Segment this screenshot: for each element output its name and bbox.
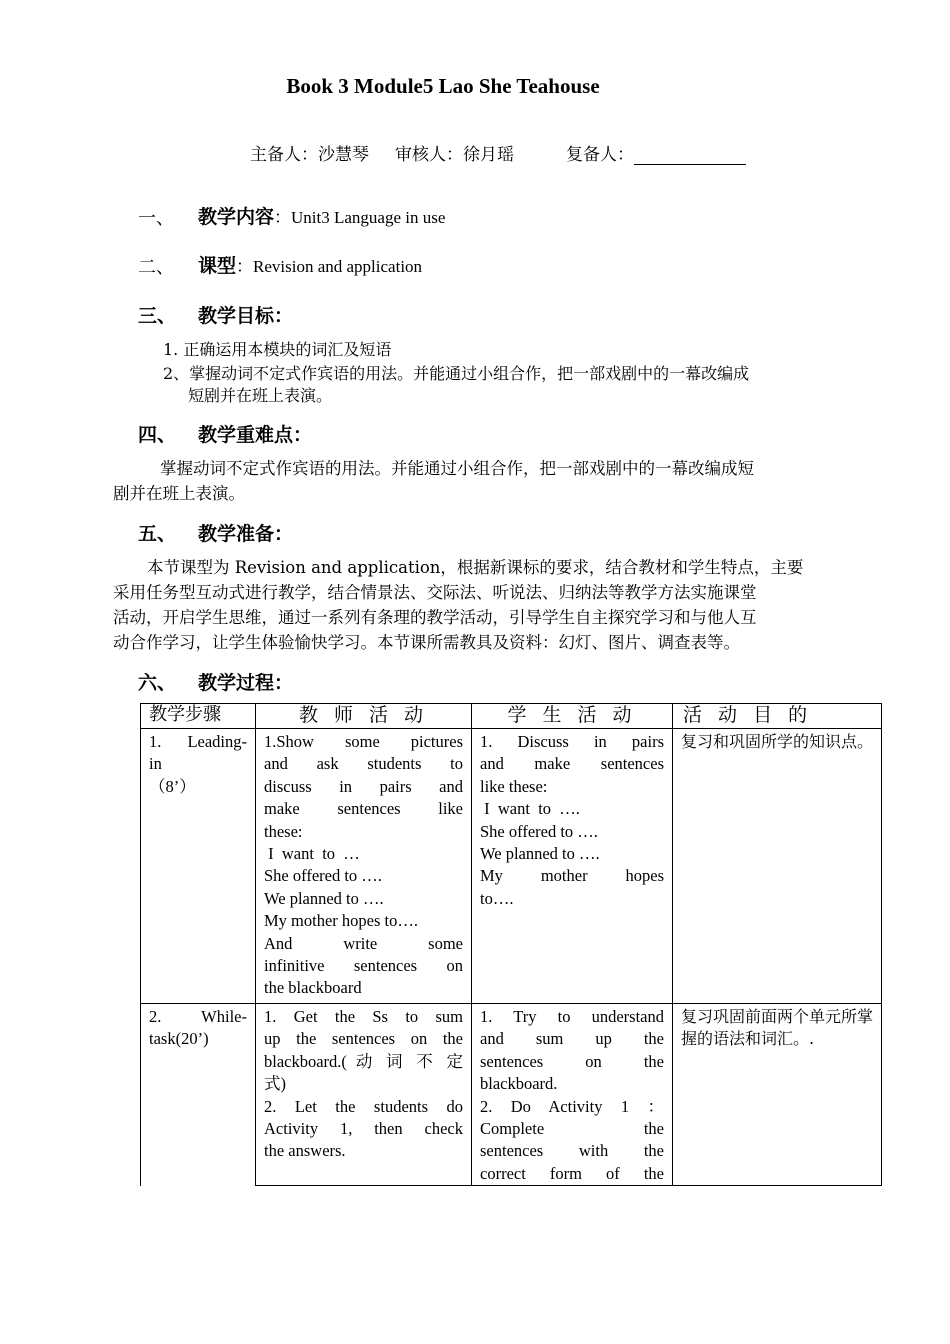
key-points-line2: 剧并在班上表演。 [113, 484, 245, 503]
cell-line: Complete the [480, 1119, 664, 1139]
table-header-row [141, 704, 882, 729]
cell-line: up the sentences on the [264, 1029, 463, 1049]
section-4-heading: 教学重难点： [198, 424, 313, 446]
cell-line: And write some [264, 933, 463, 953]
cell-line: to…. [480, 888, 514, 908]
section-5-heading: 教学准备： [198, 523, 294, 545]
section-3-number: 三、 [138, 305, 177, 327]
co-preparer-blank [634, 146, 746, 165]
staff-line [250, 140, 746, 165]
section-4-number: 四、 [138, 424, 177, 446]
header-teacher: 教 师 活 动 [256, 704, 472, 729]
cell-line: make sentences like [264, 799, 463, 819]
cell-line: Activity 1, then check [264, 1119, 463, 1139]
preparer: 主备人：沙慧琴 [250, 145, 369, 165]
co-preparer-label: 复备人： [566, 145, 634, 165]
cell-line: the answers. [264, 1141, 346, 1161]
cell-line: 1. Get the Ss to sum [264, 1007, 463, 1026]
cell-line: 1. Discuss in pairs [480, 732, 664, 751]
header-step: 教学步骤 [141, 704, 256, 729]
cell-line: 1.Show some pictures [264, 732, 463, 751]
row1-teacher [256, 729, 472, 1004]
section-6-number: 六、 [138, 672, 177, 694]
cell-line: 2. Let the students do [264, 1096, 463, 1116]
row1-student [472, 729, 673, 1004]
preparation-line1: 本节课型为 Revision and application，根据新课标的要求，结合教材和学生特点，主要 [147, 558, 804, 577]
section-2 [198, 251, 422, 278]
preparation-line3: 活动，开启学生思维，通过一系列有条理的教学活动，引导学生自主探究学习和与他人互 [113, 608, 757, 627]
section-1 [198, 202, 445, 229]
objective-1: 1. 正确运用本模块的词汇及短语 [163, 340, 392, 359]
header-purpose: 活 动 目 的 [673, 704, 882, 729]
header-student: 学 生 活 动 [472, 704, 673, 729]
cell-line: I want to …. [480, 799, 580, 819]
cell-line: blackboard.( 动 词 不 定 [264, 1051, 463, 1071]
teaching-process-table [140, 703, 882, 1186]
cell-line: 1. Leading- [149, 732, 247, 751]
cell-line: 2. While- [149, 1007, 247, 1026]
section-2-number: 二、 [138, 257, 174, 278]
row2-teacher [256, 1004, 472, 1186]
cell-line: and sum up the [480, 1029, 664, 1049]
row1-purpose: 复习和巩固所学的知识点。 [673, 729, 882, 1004]
section-1-sep: ： [274, 208, 292, 227]
row2-purpose: 复习巩固前面两个单元所掌握的语法和词汇。. [673, 1004, 882, 1186]
section-1-value: Unit3 Language in use [291, 208, 446, 227]
cell-line: blackboard. [480, 1074, 558, 1094]
cell-line: My mother hopes [480, 866, 664, 886]
row2-student [472, 1004, 673, 1186]
section-5-number: 五、 [138, 523, 177, 545]
key-points-line1: 掌握动词不定式作宾语的用法。并能通过小组合作，把一部戏剧中的一幕改编成短 [160, 459, 754, 478]
cell-line: sentences with the [480, 1141, 664, 1161]
cell-line: My mother hopes to…. [264, 911, 418, 931]
cell-line: correct form of the [480, 1163, 664, 1183]
cell-line: infinitive sentences on [264, 956, 463, 976]
cell-line: We planned to …. [480, 844, 600, 864]
cell-line: discuss in pairs and [264, 776, 463, 796]
cell-line: these: [264, 821, 303, 841]
cell-line: sentences on the [480, 1051, 664, 1071]
cell-line: the blackboard [264, 978, 362, 998]
table-row [141, 1004, 882, 1186]
cell-line: in [149, 754, 162, 774]
cell-line: and make sentences [480, 754, 664, 774]
cell-line: 1. Try to understand [480, 1007, 664, 1026]
cell-line: task(20’) [149, 1029, 209, 1049]
section-2-sep: ： [236, 257, 254, 276]
section-2-heading: 课型 [198, 255, 237, 277]
reviewer: 审核人：徐月瑶 [395, 145, 514, 165]
preparation-line4: 动合作学习，让学生体验愉快学习。本节课所需教具及资料：幻灯、图片、调查表等。 [113, 633, 740, 652]
section-3-heading: 教学目标： [198, 305, 294, 327]
row2-step [141, 1004, 256, 1186]
cell-line: I want to … [264, 844, 360, 864]
cell-line: like these: [480, 776, 548, 796]
page-title: Book 3 Module5 Lao She Teahouse [286, 74, 600, 98]
cell-line: She offered to …. [480, 821, 598, 841]
cell-line: She offered to …. [264, 866, 382, 886]
section-6-heading: 教学过程： [198, 672, 294, 694]
cell-line: 2. Do Activity 1 ： [480, 1096, 664, 1116]
section-1-number: 一、 [138, 208, 174, 229]
section-2-value: Revision and application [253, 257, 423, 276]
objective-2-line2: 短剧并在班上表演。 [188, 386, 333, 405]
cell-line: and ask students to [264, 754, 463, 774]
cell-line: （8’） [149, 776, 196, 796]
objective-2-line1: 2、掌握动词不定式作宾语的用法。并能通过小组合作，把一部戏剧中的一幕改编成 [163, 364, 750, 383]
preparation-line2: 采用任务型互动式进行教学，结合情景法、交际法、听说法、归纳法等教学方法实施课堂 [113, 583, 757, 602]
cell-line: We planned to …. [264, 888, 384, 908]
table-row [141, 729, 882, 1004]
cell-line: 式) [264, 1074, 286, 1094]
row1-step [141, 729, 256, 1004]
section-1-heading: 教学内容 [198, 206, 275, 228]
